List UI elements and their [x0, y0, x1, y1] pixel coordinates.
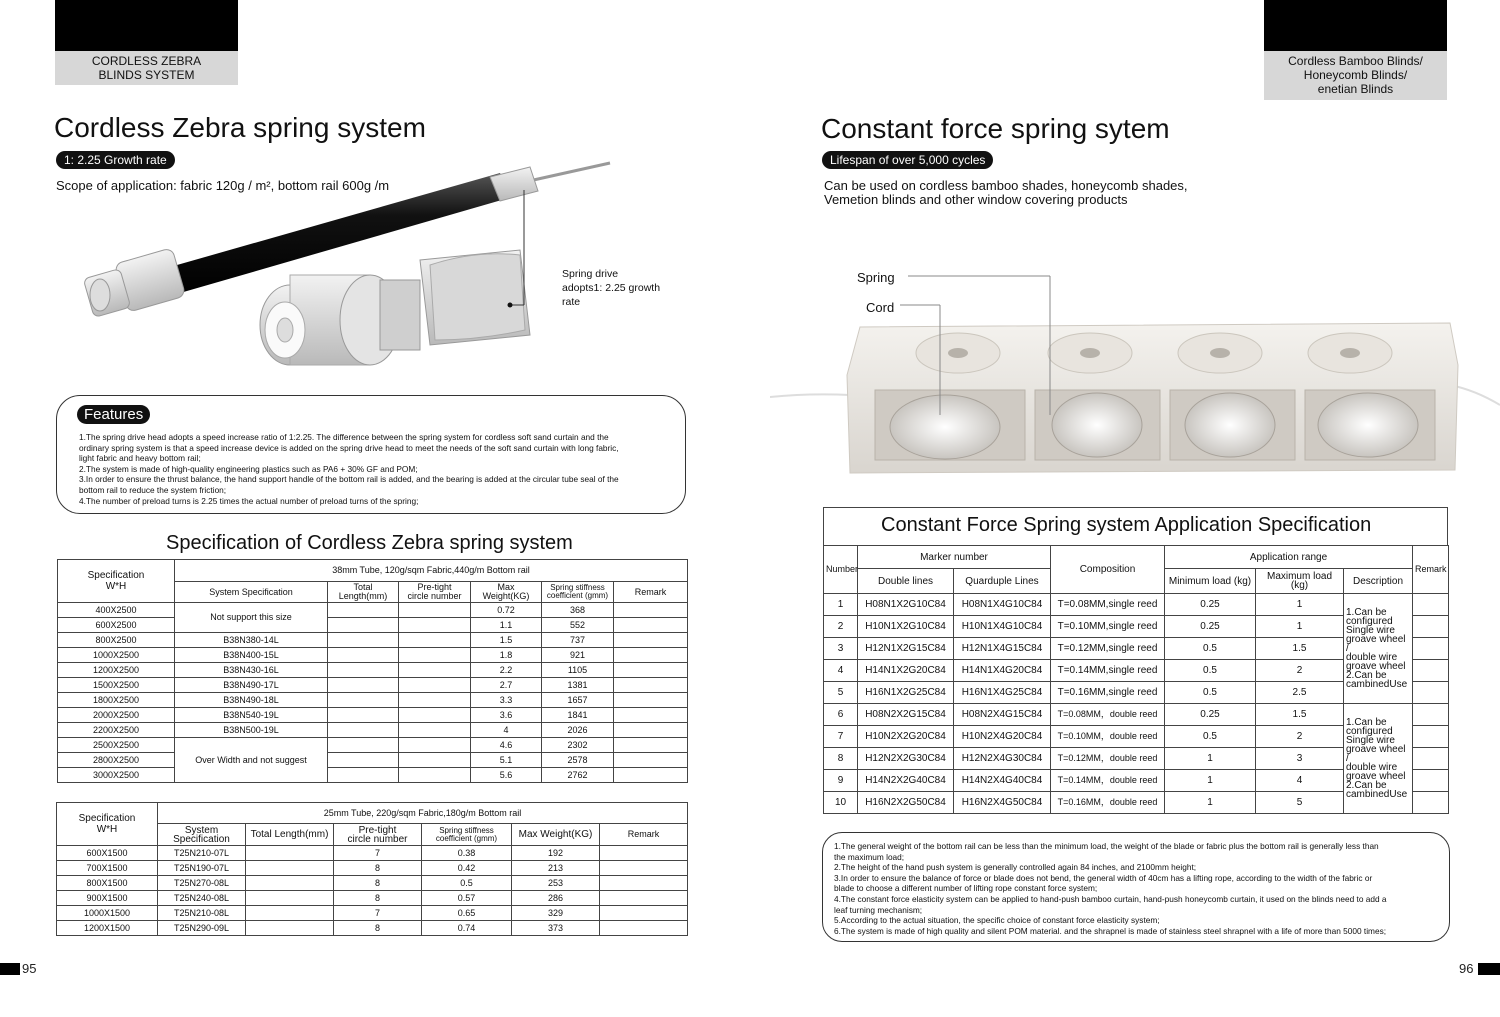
table-cell: H10N2X2G20C84: [858, 726, 954, 748]
table-cell: [1413, 682, 1449, 704]
table-cell: 2500X2500: [58, 738, 175, 753]
table-cell: 3.6: [471, 708, 542, 723]
note-line: 4.The constant force elasticity system can be applied to hand-push bamboo curtain, hand-push honeycomb curtain, it used on the blinds need to add a: [834, 893, 1387, 904]
table-cell: Not support this size: [175, 603, 328, 633]
table-cell: [328, 663, 399, 678]
table-cell: H10N1X2G10C84: [858, 616, 954, 638]
feature-line: bottom rail to reduce the system friction;: [79, 484, 227, 495]
table-cell: H12N1X4G15C84: [954, 638, 1051, 660]
table-cell: 0.72: [471, 603, 542, 618]
header-cell: Max Weight(KG): [512, 824, 600, 846]
table-cell: [614, 618, 688, 633]
table-cell: 1: [1256, 616, 1344, 638]
usage-description: Can be used on cordless bamboo shades, honeycomb shades, Vemetion blinds and other window covering products: [824, 178, 1188, 207]
cord-label: Cord: [866, 300, 895, 315]
table-cell: [399, 603, 471, 618]
table-cell: 1200X1500: [57, 921, 158, 936]
table-cell: 0.5: [1165, 726, 1256, 748]
header-cell: Spring stiffness coefficient (gmm): [422, 824, 512, 846]
description-header: Description: [1344, 569, 1413, 594]
feature-line: light fabric and heavy bottom rail;: [79, 453, 201, 464]
number-header: Number: [824, 546, 858, 594]
header-cell: Remark: [614, 582, 688, 603]
table-cell: [399, 618, 471, 633]
table-cell: B38N380-14L: [175, 633, 328, 648]
table-cell: [399, 708, 471, 723]
table-cell: [614, 723, 688, 738]
table-cell: 4.6: [471, 738, 542, 753]
table-cell: 600X2500: [58, 618, 175, 633]
table-cell: 4: [471, 723, 542, 738]
right-tab-label: Cordless Bamboo Blinds/ Honeycomb Blinds/ enetian Blinds: [1264, 51, 1447, 100]
table-cell: T25N210-07L: [158, 846, 246, 861]
double-lines-header: Double lines: [858, 569, 954, 594]
table-cell: [1413, 792, 1449, 814]
table-cell: T=0.10MM,single reed: [1051, 616, 1165, 638]
quad-lines-header: Quarduple Lines: [954, 569, 1051, 594]
note-line: the maximum load;: [834, 851, 905, 862]
table-cell: H14N1X2G20C84: [858, 660, 954, 682]
table-cell: 2: [824, 616, 858, 638]
table-cell: [614, 663, 688, 678]
table-cell: 1000X1500: [57, 906, 158, 921]
table-cell: T=0.16MM，double reed: [1051, 792, 1165, 814]
table-cell: [1413, 638, 1449, 660]
header-cell: Pre-tight circle number: [334, 824, 422, 846]
feature-line: 4.The number of preload turns is 2.25 times the actual number of preload turns of the spring;: [79, 495, 419, 506]
header-cell: Total Length(mm): [328, 582, 399, 603]
table-cell: H14N2X2G40C84: [858, 770, 954, 792]
table-cell: 2: [1256, 660, 1344, 682]
table-cell: 3: [1256, 748, 1344, 770]
table-cell: [1413, 616, 1449, 638]
table-cell: 1381: [542, 678, 614, 693]
table-cell: [600, 891, 688, 906]
table-cell: 7: [824, 726, 858, 748]
table-cell: H12N1X2G15C84: [858, 638, 954, 660]
table-cell: 1: [1165, 748, 1256, 770]
header-cell: Total Length(mm): [246, 824, 334, 846]
table-cell: [600, 876, 688, 891]
table-cell: T=0.12MM，double reed: [1051, 748, 1165, 770]
table-cell: 0.5: [1165, 660, 1256, 682]
table-cell: [246, 921, 334, 936]
table-cell: B38N400-15L: [175, 648, 328, 663]
table-cell: T=0.08MM，double reed: [1051, 704, 1165, 726]
table-cell: [246, 876, 334, 891]
table-cell: 373: [512, 921, 600, 936]
table-cell: 921: [542, 648, 614, 663]
table-cell: 1.5: [471, 633, 542, 648]
table-cell: B38N490-18L: [175, 693, 328, 708]
table-cell: T=0.12MM,single reed: [1051, 638, 1165, 660]
table-cell: [1413, 770, 1449, 792]
table-cell: H10N1X4G10C84: [954, 616, 1051, 638]
lifespan-badge: Lifespan of over 5,000 cycles: [822, 151, 993, 169]
table-cell: 1.5: [1256, 638, 1344, 660]
table-cell: 8: [334, 861, 422, 876]
table-cell: 0.57: [422, 891, 512, 906]
table-cell: [246, 906, 334, 921]
table-cell: 0.5: [422, 876, 512, 891]
table-cell: 2000X2500: [58, 708, 175, 723]
table-cell: 2: [1256, 726, 1344, 748]
table-cell: [614, 768, 688, 783]
header-cell: System Specification: [175, 582, 328, 603]
table-cell: T25N240-08L: [158, 891, 246, 906]
table-cell: H08N1X2G10C84: [858, 594, 954, 616]
table-cell: [600, 921, 688, 936]
table-cell: [246, 846, 334, 861]
header-cell: Max Weight(KG): [471, 582, 542, 603]
note-line: 1.The general weight of the bottom rail can be less than the minimum load, the weight of the blade or fabric plus the bottom rail is generally less than: [834, 841, 1379, 851]
table-cell: 0.38: [422, 846, 512, 861]
table-cell: 1657: [542, 693, 614, 708]
table-cell: 2026: [542, 723, 614, 738]
table-cell: 1: [1256, 594, 1344, 616]
left-page-number: 95: [22, 961, 37, 976]
table-cell: 0.65: [422, 906, 512, 921]
features-label: Features: [77, 405, 150, 424]
table-cell: 192: [512, 846, 600, 861]
table-cell: 1000X2500: [58, 648, 175, 663]
table-cell: H16N1X4G25C84: [954, 682, 1051, 704]
note-line: leaf turning mechanism;: [834, 904, 923, 915]
marker-header: Marker number: [858, 546, 1051, 569]
table-cell: 700X1500: [57, 861, 158, 876]
features-list: [79, 432, 679, 506]
table-cell: [246, 891, 334, 906]
table-cell: [399, 738, 471, 753]
range-header: Application range: [1165, 546, 1413, 569]
feature-line: 1.The spring drive head adopts a speed increase ratio of 1:2.25. The difference between the spring system for cordless soft sand curtain and the: [79, 432, 609, 442]
table-cell: H10N2X4G20C84: [954, 726, 1051, 748]
table-cell: 552: [542, 618, 614, 633]
table-cell: 1.8: [471, 648, 542, 663]
col-spec-header: Specification W*H: [57, 803, 158, 846]
group-header: 25mm Tube, 220g/sqm Fabric,180g/m Bottom rail: [158, 803, 688, 824]
table-cell: 4: [1256, 770, 1344, 792]
table-cell: 737: [542, 633, 614, 648]
spring-drive-product-image: [80, 155, 640, 385]
table-cell: 5.6: [471, 768, 542, 783]
table-cell: 2.2: [471, 663, 542, 678]
header-cell: Pre-tight circle number: [399, 582, 471, 603]
table-cell: 2302: [542, 738, 614, 753]
table-cell: [399, 723, 471, 738]
table-cell: 0.25: [1165, 704, 1256, 726]
table-cell: [614, 753, 688, 768]
table-cell: 9: [824, 770, 858, 792]
min-load-header: Minimum load (kg): [1165, 569, 1256, 594]
scope-text: Scope of application: fabric 120g / m², bottom rail 600g /m: [56, 178, 390, 193]
table-cell: [614, 693, 688, 708]
table-cell: 800X1500: [57, 876, 158, 891]
table-cell: [1413, 748, 1449, 770]
table-cell: [1413, 704, 1449, 726]
table-cell: Over Width and not suggest: [175, 738, 328, 783]
table-cell: [614, 708, 688, 723]
table-cell: 1841: [542, 708, 614, 723]
table-cell: 900X1500: [57, 891, 158, 906]
table-cell: [328, 753, 399, 768]
table-cell: 2200X2500: [58, 723, 175, 738]
spec-table-title: Specification of Cordless Zebra spring system: [166, 532, 573, 554]
table-cell: H14N2X4G40C84: [954, 770, 1051, 792]
table-cell: 400X2500: [58, 603, 175, 618]
description-cell: 1.Can be configured Single wire groave wheel / double wire groave wheel 2.Can be cambinedUse: [1344, 594, 1413, 704]
feature-line: ordinary spring system is that a speed increase device is added on the spring drive head to meet the needs of the soft sand curtain with long fabric,: [79, 442, 619, 453]
table-cell: [399, 768, 471, 783]
table-cell: 0.25: [1165, 594, 1256, 616]
description-cell: 1.Can be configured Single wire groave wheel / double wire groave wheel 2.Can be cambinedUse: [1344, 704, 1413, 814]
table-cell: [328, 723, 399, 738]
table-cell: H16N2X4G50C84: [954, 792, 1051, 814]
right-page-title: Constant force spring sytem: [821, 113, 1170, 144]
table-cell: [328, 603, 399, 618]
table-cell: 8: [334, 921, 422, 936]
table-cell: B38N540-19L: [175, 708, 328, 723]
table-cell: [399, 633, 471, 648]
table-cell: 3.3: [471, 693, 542, 708]
table-cell: H08N2X2G15C84: [858, 704, 954, 726]
composition-header: Composition: [1051, 546, 1165, 594]
table-cell: 1105: [542, 663, 614, 678]
table-cell: 5: [1256, 792, 1344, 814]
table-cell: H08N2X4G15C84: [954, 704, 1051, 726]
col-spec-header: Specification W*H: [58, 560, 175, 603]
table-cell: 1: [1165, 792, 1256, 814]
table-cell: T25N290-09L: [158, 921, 246, 936]
remark-header: Remark: [1413, 546, 1449, 594]
table-cell: 5: [824, 682, 858, 704]
table-cell: 600X1500: [57, 846, 158, 861]
table-cell: 253: [512, 876, 600, 891]
spring-drive-callout: Spring drive adopts1: 2.25 growth rate: [562, 268, 661, 308]
table-cell: [328, 768, 399, 783]
table-cell: 4: [824, 660, 858, 682]
table-cell: B38N490-17L: [175, 678, 328, 693]
table-cell: 1800X2500: [58, 693, 175, 708]
table-cell: 2800X2500: [58, 753, 175, 768]
table-cell: [328, 738, 399, 753]
table-cell: H16N1X2G25C84: [858, 682, 954, 704]
table-cell: [614, 603, 688, 618]
table-cell: B38N430-16L: [175, 663, 328, 678]
table-cell: [399, 753, 471, 768]
table-cell: H14N1X4G20C84: [954, 660, 1051, 682]
left-tab-block: [55, 0, 238, 51]
table-cell: B38N500-19L: [175, 723, 328, 738]
table-cell: [600, 846, 688, 861]
table-cell: [328, 618, 399, 633]
left-tab-label: CORDLESS ZEBRA BLINDS SYSTEM: [55, 51, 238, 85]
table-cell: 329: [512, 906, 600, 921]
table-cell: [614, 678, 688, 693]
spring-label: Spring: [857, 270, 895, 285]
table-cell: H16N2X2G50C84: [858, 792, 954, 814]
table-cell: 2.7: [471, 678, 542, 693]
application-spec-title: Constant Force Spring system Application Specification: [881, 514, 1372, 536]
max-load-header: Maximum load (kg): [1256, 569, 1344, 594]
25mm-spec-table: [56, 802, 688, 936]
table-cell: 8: [334, 876, 422, 891]
note-line: 6.The system is made of high quality and silent POM material. and the shrapnel is made of stainless steel shrapnel with a life of more than 5000 times;: [834, 925, 1387, 936]
left-page-title: Cordless Zebra spring system: [54, 112, 426, 143]
table-cell: 286: [512, 891, 600, 906]
table-cell: [614, 648, 688, 663]
note-line: 5.According to the actual situation, the specific choice of constant force elasticity system;: [834, 915, 1160, 926]
table-cell: 7: [334, 906, 422, 921]
header-cell: Remark: [600, 824, 688, 846]
right-tab-block: [1264, 0, 1447, 51]
table-cell: 2.5: [1256, 682, 1344, 704]
table-cell: [328, 708, 399, 723]
table-cell: [614, 738, 688, 753]
table-cell: [1413, 660, 1449, 682]
table-cell: 8: [334, 891, 422, 906]
table-cell: 1.5: [1256, 704, 1344, 726]
table-cell: 6: [824, 704, 858, 726]
table-cell: 1500X2500: [58, 678, 175, 693]
table-cell: 10: [824, 792, 858, 814]
table-cell: [328, 648, 399, 663]
note-line: 3.In order to ensure the balance of force or blade does not bend, the general width of 40cm has a lifting rope, according to the width of the fabric or: [834, 872, 1373, 883]
table-cell: 0.5: [1165, 682, 1256, 704]
table-cell: H12N2X4G30C84: [954, 748, 1051, 770]
table-cell: 8: [824, 748, 858, 770]
note-line: blade to choose a different number of lifting rope constant force system;: [834, 883, 1098, 894]
table-cell: 368: [542, 603, 614, 618]
table-cell: 1: [824, 594, 858, 616]
table-cell: T=0.14MM，double reed: [1051, 770, 1165, 792]
table-cell: T25N270-08L: [158, 876, 246, 891]
table-cell: [600, 906, 688, 921]
table-cell: 0.74: [422, 921, 512, 936]
note-line: 2.The height of the hand push system is generally controlled again 84 inches, and 2100mm height;: [834, 862, 1197, 873]
table-cell: 5.1: [471, 753, 542, 768]
header-cell: Spring stiffness coefficient (gmm): [542, 582, 614, 603]
table-cell: 2762: [542, 768, 614, 783]
table-cell: T=0.14MM,single reed: [1051, 660, 1165, 682]
table-cell: T=0.08MM,single reed: [1051, 594, 1165, 616]
notes-list: [834, 841, 1434, 936]
left-page-marker: [0, 963, 20, 975]
feature-line: 2.The system is made of high-quality engineering plastics such as PA6 + 30% GF and POM;: [79, 463, 418, 474]
table-cell: T=0.10MM，double reed: [1051, 726, 1165, 748]
right-page-number: 96: [1459, 961, 1474, 976]
table-cell: [399, 663, 471, 678]
table-cell: 0.25: [1165, 616, 1256, 638]
table-cell: H12N2X2G30C84: [858, 748, 954, 770]
table-cell: [600, 861, 688, 876]
table-cell: 0.42: [422, 861, 512, 876]
table-cell: [1413, 594, 1449, 616]
table-cell: H08N1X4G10C84: [954, 594, 1051, 616]
table-cell: 800X2500: [58, 633, 175, 648]
table-cell: 1200X2500: [58, 663, 175, 678]
table-cell: T=0.16MM,single reed: [1051, 682, 1165, 704]
constant-force-spec-table: [823, 545, 1449, 814]
header-cell: System Specification: [158, 824, 246, 846]
table-cell: 2578: [542, 753, 614, 768]
table-cell: T25N210-08L: [158, 906, 246, 921]
table-cell: [399, 693, 471, 708]
table-cell: 1: [1165, 770, 1256, 792]
table-cell: 0.5: [1165, 638, 1256, 660]
growth-rate-badge: 1: 2.25 Growth rate: [56, 151, 175, 169]
table-cell: [328, 693, 399, 708]
table-cell: 7: [334, 846, 422, 861]
table-cell: 3: [824, 638, 858, 660]
table-cell: [399, 648, 471, 663]
feature-line: 3.In order to ensure the thrust balance, the hand support handle of the bottom rail is added, and the bearing is added at the circular tube seal of the: [79, 474, 619, 485]
table-cell: T25N190-07L: [158, 861, 246, 876]
table-cell: 3000X2500: [58, 768, 175, 783]
table-cell: [328, 633, 399, 648]
group-header: 38mm Tube, 120g/sqm Fabric,440g/m Bottom rail: [175, 560, 688, 582]
table-cell: [328, 678, 399, 693]
table-cell: 213: [512, 861, 600, 876]
right-page-marker: [1478, 963, 1500, 975]
constant-force-spring-image: [770, 265, 1500, 480]
table-cell: 1.1: [471, 618, 542, 633]
table-cell: [1413, 726, 1449, 748]
table-cell: [246, 861, 334, 876]
table-cell: [399, 678, 471, 693]
zebra-spec-table: [57, 559, 688, 783]
table-cell: [614, 633, 688, 648]
